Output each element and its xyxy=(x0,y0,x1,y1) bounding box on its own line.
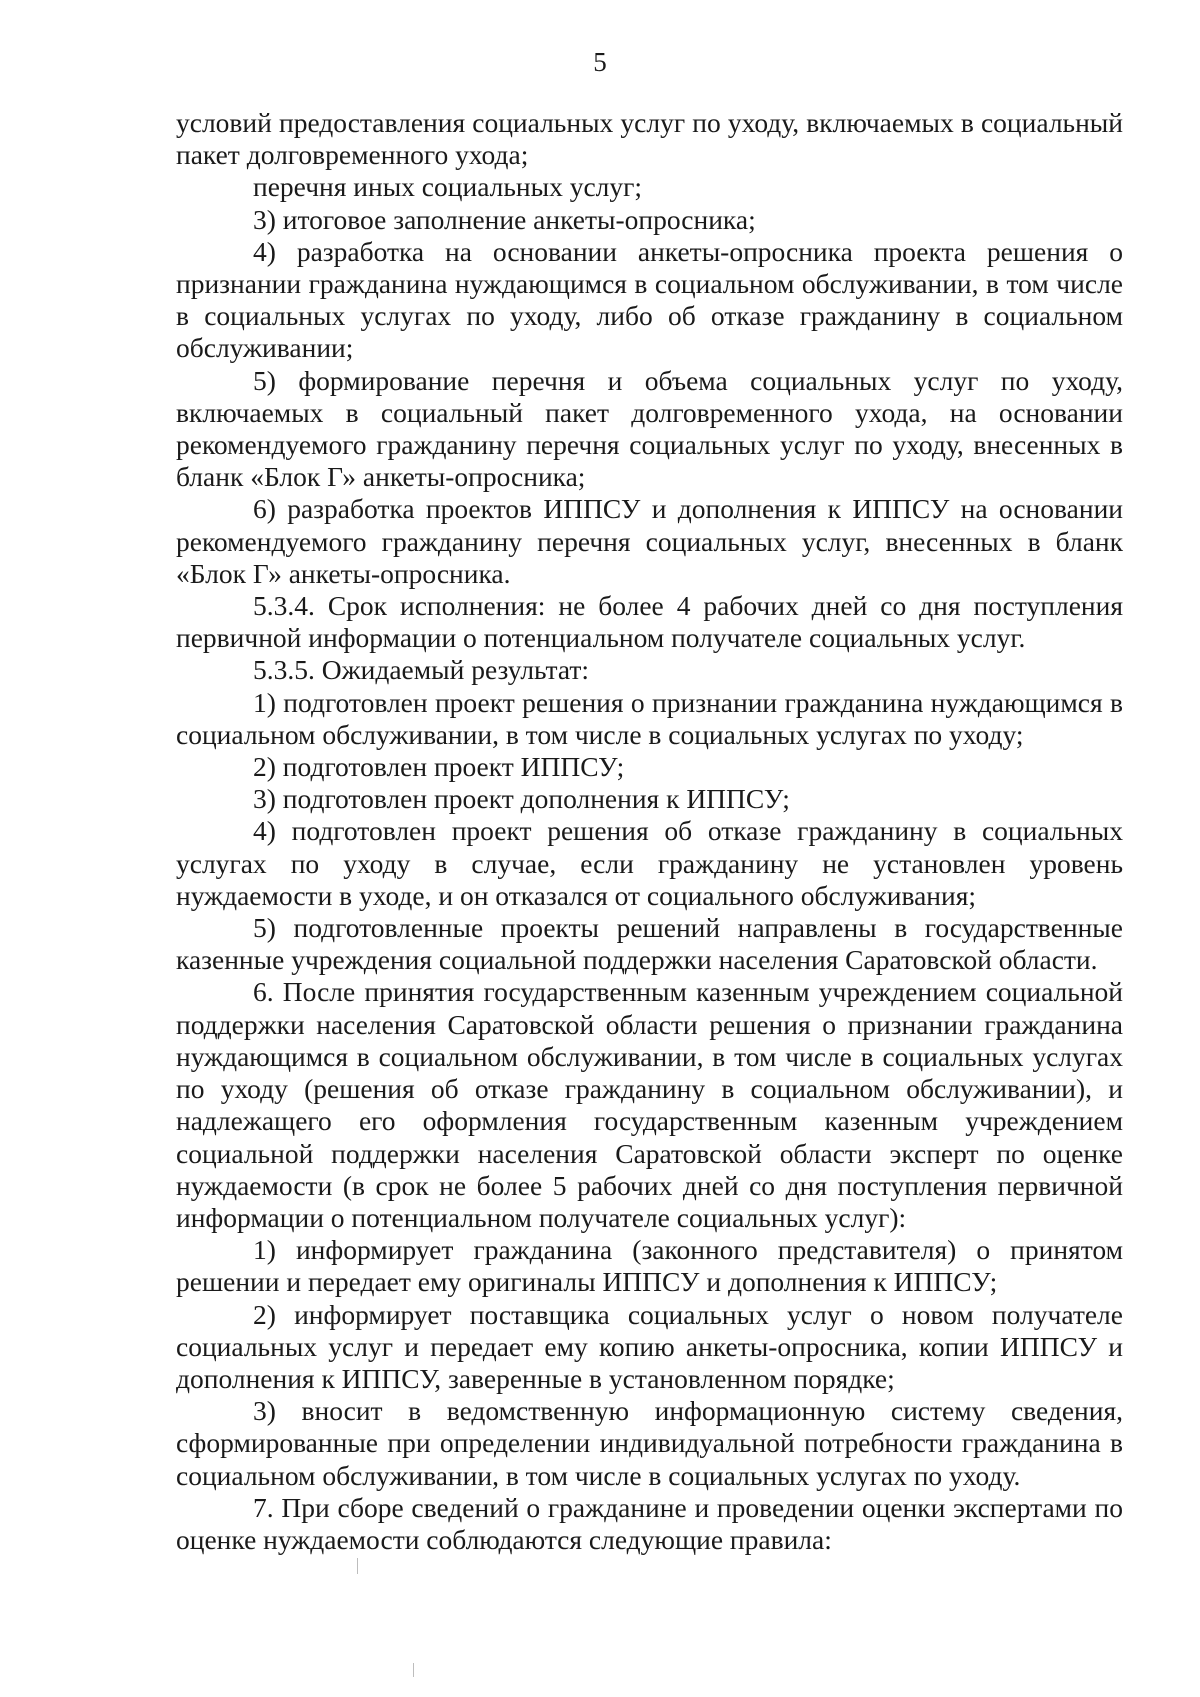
paragraph-section-6-item-3: 3) вносит в ведомственную информационную систему сведения, сформированные при определении индивидуальной потребности гражданина в социальном обслуживании, в том числе в социальных услугах по уходу. xyxy=(176,1395,1123,1491)
paragraph-item-3-questionnaire: 3) итоговое заполнение анкеты-опросника; xyxy=(253,203,756,235)
paragraph-5-3-4-deadline: 5.3.4. Срок исполнения: не более 4 рабочих дней со дня поступления первичной информации о потенциальном получателе социальных услуг. xyxy=(176,590,1123,654)
paragraph-item-4-decision-draft: 4) разработка на основании анкеты-опросника проекта решения о признании гражданина нуждающимся в социальном обслуживании, в том числе в социальных услугах по уходу, либо об отказе гражданину в социальном обслуживании; xyxy=(176,235,1123,364)
paragraph-result-2: 2) подготовлен проект ИППСУ; xyxy=(253,751,625,783)
paragraph-item-5-services-scope: 5) формирование перечня и объема социальных услуг по уходу, включаемых в социальный пакет долговременного ухода, на основании рекомендуемого гражданину перечня социальных услуг по уходу, внесенных в бланк «Блок Г» анкеты-опросника; xyxy=(176,364,1123,493)
paragraph-section-6-item-2: 2) информирует поставщика социальных услуг о новом получателе социальных услуг и передает ему копию анкеты-опросника, копии ИППСУ и дополнения к ИППСУ, заверенные в установленном порядке; xyxy=(176,1298,1123,1394)
paragraph-item-6-ippsu-drafts: 6) разработка проектов ИППСУ и дополнения к ИППСУ на основании рекомендуемого гражданину перечня социальных услуг, внесенных в бланк «Блок Г» анкеты-опросника. xyxy=(176,493,1123,589)
document-body xyxy=(176,107,1123,1556)
paragraph-result-1: 1) подготовлен проект решения о признании гражданина нуждающимся в социальном обслуживании, в том числе в социальных услугах по уходу; xyxy=(176,686,1123,750)
paragraph-result-5: 5) подготовленные проекты решений направлены в государственные казенные учреждения социальной поддержки населения Саратовской области. xyxy=(176,912,1123,976)
paragraph-result-4: 4) подготовлен проект решения об отказе гражданину в социальных услугах по уходу в случае, если гражданину не установлен уровень нуждаемости в уходе, и он отказался от социального обслуживания; xyxy=(176,815,1123,911)
paragraph-section-6: 6. После принятия государственным казенным учреждением социальной поддержки населения Саратовской области решения о признании гражданина нуждающимся в социальном обслуживании, в том числе в социальных услугах по уходу (решения об отказе гражданину в социальном обслуживании), и надлежащего его оформления государственным казенным учреждением социальной поддержки населения Саратовской области эксперт по оценке нуждаемости (в срок не более 5 рабочих дней со дня поступления первичной информации о потенциальном получателе социальных услуг): xyxy=(176,976,1123,1233)
page-number: 5 xyxy=(593,47,607,77)
paragraph-section-6-item-1: 1) информирует гражданина (законного представителя) о принятом решении и передает ему оригиналы ИППСУ и дополнения к ИППСУ; xyxy=(176,1234,1123,1298)
scan-artifact xyxy=(413,1663,414,1677)
scan-artifact xyxy=(357,1558,358,1574)
paragraph-services-list: перечня иных социальных услуг; xyxy=(253,171,643,203)
paragraph-section-7: 7. При сборе сведений о гражданине и проведении оценки экспертами по оценке нуждаемости соблюдаются следующие правила: xyxy=(176,1491,1123,1555)
paragraph-result-3: 3) подготовлен проект дополнения к ИППСУ; xyxy=(253,783,790,815)
paragraph-5-3-5-expected-result: 5.3.5. Ожидаемый результат: xyxy=(253,654,590,686)
paragraph-continuation: условий предоставления социальных услуг по уходу, включаемых в социальный пакет долговременного ухода; xyxy=(176,107,1123,171)
